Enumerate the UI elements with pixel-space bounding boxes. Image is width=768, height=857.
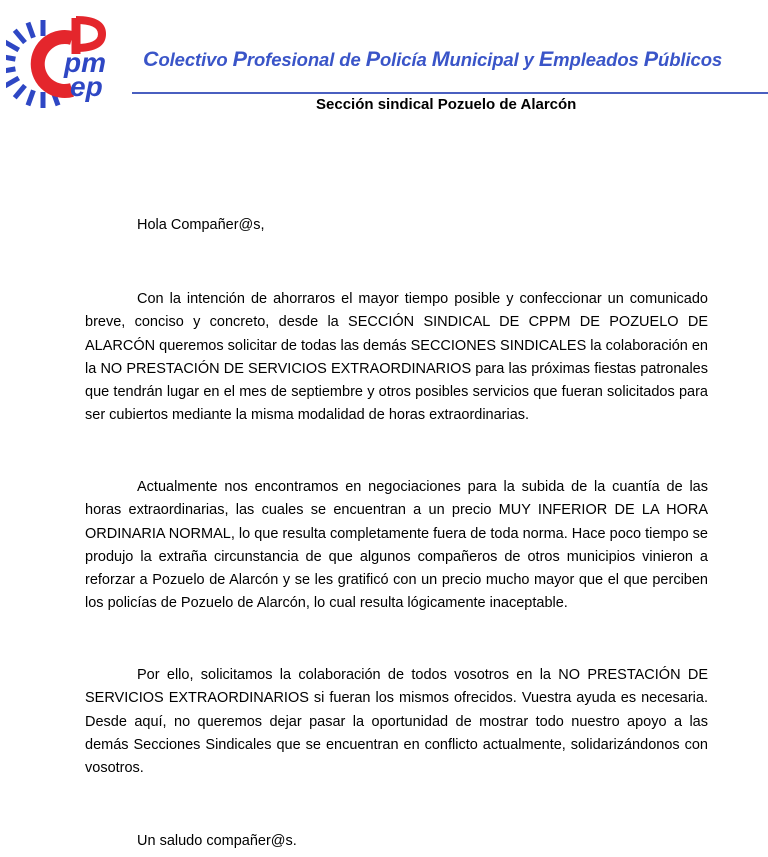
cppm-logo: [6, 8, 136, 120]
greeting: Hola Compañer@s,: [137, 217, 265, 233]
closing: Un saludo compañer@s.: [137, 833, 297, 849]
header-divider: [132, 92, 768, 94]
org-name-initial: P: [365, 47, 380, 71]
paragraph-1: Con la intención de ahorraros el mayor tiempo posible y confeccionar un comunicado breve, conciso y concreto, desde la SECCIÓN SINDICAL DE CPPM DE POZUELO DE ALARCÓN queremos solicitar de todas las demás SECCIONES SINDICALES la colaboración en la NO PRESTACIÓN DE SERVICIOS EXTRAORDINARIOS para las próximas fiestas patronales que tendrán lugar en el mes de septiembre y otros posibles servicios que fueran solicitados para ser cubiertos mediante la misma modalidad de horas extraordinarias.: [85, 291, 708, 424]
org-name-part: úblicos: [658, 49, 723, 70]
org-name-initial: M: [431, 47, 450, 71]
org-name-part: olectivo: [158, 49, 233, 70]
paragraph-3: Por ello, solicitamos la colaboración de todos vosotros en la NO PRESTACIÓN DE SERVICIOS EXTRAORDINARIOS si fueran los mismos ofrecidos. Vuestra ayuda es necesaria. Desde aquí, no queremos dejar pasar la oportunidad de mostrar todo nuestro apoyo a las demás Secciones Sindicales que se encuentran en conflicto actualmente, solidarizándonos con vosotros.: [85, 667, 708, 777]
org-name-initial: P: [643, 47, 659, 71]
org-name-initial: E: [538, 47, 554, 71]
org-name-initial: P: [232, 47, 247, 71]
organization-name: [143, 47, 722, 72]
logo-pm-text: pm: [64, 47, 106, 78]
org-name-part: olicía: [379, 49, 432, 70]
paragraph-2: Actualmente nos encontramos en negociaciones para la subida de la cuantía de las horas extraordinarias, las cuales se encuentran a un precio MUY INFERIOR DE LA HORA ORDINARIA NORMAL, lo que resulta completamente fuera de toda norma. Hace poco tiempo se produjo la extraña circunstancia de que algunos compañeros de otros municipios vinieron a reforzar a Pozuelo de Alarcón y se les gratificó con un precio mucho mayor que el que perciben los policías de Pozuelo de Alarcón, lo cual resulta lógicamente inaceptable.: [85, 479, 708, 612]
logo-ep-text: ep: [70, 71, 103, 102]
org-name-initial: C: [143, 47, 159, 71]
org-name-part: unicipal y: [449, 49, 539, 70]
org-name-part: rofesional de: [246, 49, 366, 70]
org-name-part: mpleados: [553, 49, 644, 70]
section-title: Sección sindical Pozuelo de Alarcón: [316, 96, 577, 113]
